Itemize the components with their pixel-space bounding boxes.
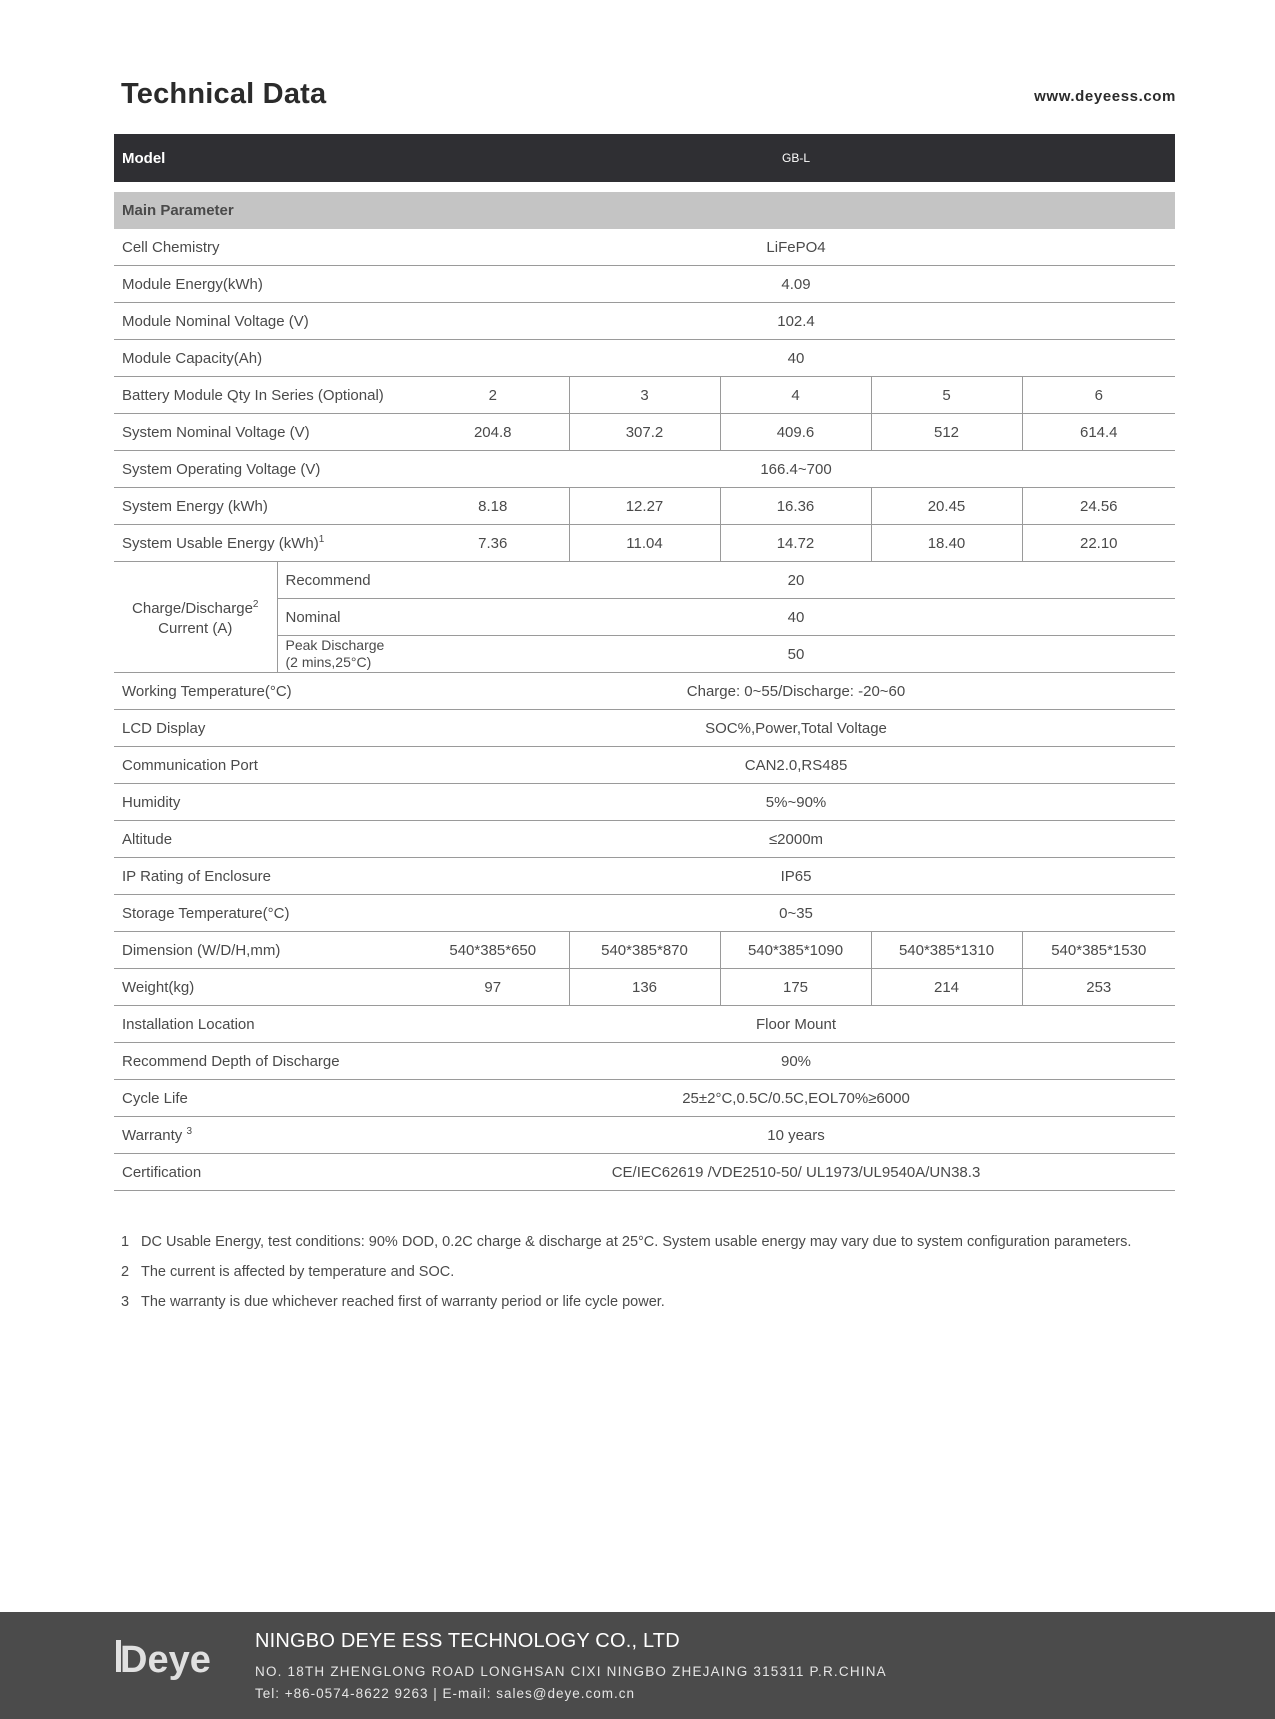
row-value: SOC%,Power,Total Voltage xyxy=(417,710,1175,747)
cell-value: 307.2 xyxy=(569,414,720,451)
cell-value: 512 xyxy=(871,414,1022,451)
table-row xyxy=(114,229,1175,266)
table-row xyxy=(114,747,1175,784)
cell-value: 214 xyxy=(871,969,1022,1006)
row-label: Recommend Depth of Discharge xyxy=(114,1043,417,1080)
sub-label: Recommend xyxy=(277,562,417,599)
row-label: Altitude xyxy=(114,821,417,858)
row-value: 40 xyxy=(417,340,1175,377)
footnote-marker: 3 xyxy=(186,1126,193,1137)
row-label: Module Energy(kWh) xyxy=(114,266,417,303)
sub-label: Nominal xyxy=(277,599,417,636)
row-label: System Operating Voltage (V) xyxy=(114,451,417,488)
cell-value: 204.8 xyxy=(417,414,569,451)
footnote xyxy=(121,1262,1131,1292)
row-label: Weight(kg) xyxy=(114,969,417,1006)
company-address: NO. 18TH ZHENGLONG ROAD LONGHSAN CIXI NINGBO ZHEJAING 315311 P.R.CHINA xyxy=(255,1664,887,1679)
sub-label-line: Peak Discharge xyxy=(285,637,385,653)
row-label: Cycle Life xyxy=(114,1080,417,1117)
table-row xyxy=(114,451,1175,488)
row-label: Storage Temperature(°C) xyxy=(114,895,417,932)
cell-value: 5 xyxy=(871,377,1022,414)
row-label: LCD Display xyxy=(114,710,417,747)
cell-value: 97 xyxy=(417,969,569,1006)
table-row xyxy=(114,969,1175,1006)
row-label: Warranty xyxy=(122,1127,183,1144)
cell-value: 12.27 xyxy=(569,488,720,525)
row-label: Humidity xyxy=(114,784,417,821)
row-value: Floor Mount xyxy=(417,1006,1175,1043)
table-row xyxy=(114,303,1175,340)
table-row xyxy=(114,340,1175,377)
row-value: 10 years xyxy=(417,1117,1175,1154)
cell-value: 20.45 xyxy=(871,488,1022,525)
table-row xyxy=(114,414,1175,451)
row-value: 90% xyxy=(417,1043,1175,1080)
table-row xyxy=(114,1080,1175,1117)
sub-label xyxy=(277,636,417,673)
row-label: System Energy (kWh) xyxy=(114,488,417,525)
cell-value: 22.10 xyxy=(1022,525,1175,562)
website-link[interactable]: www.deyeess.com xyxy=(1034,88,1176,105)
row-value: LiFePO4 xyxy=(417,229,1175,266)
cell-value: 16.36 xyxy=(720,488,871,525)
table-row xyxy=(114,1043,1175,1080)
row-label: System Nominal Voltage (V) xyxy=(114,414,417,451)
table-row xyxy=(114,858,1175,895)
table-row xyxy=(114,784,1175,821)
row-value: 5%~90% xyxy=(417,784,1175,821)
row-label: IP Rating of Enclosure xyxy=(114,858,417,895)
cell-value: 24.56 xyxy=(1022,488,1175,525)
logo-text: Deye xyxy=(120,1639,211,1680)
footnote xyxy=(121,1232,1131,1262)
row-value: 102.4 xyxy=(417,303,1175,340)
footnotes xyxy=(121,1232,1131,1322)
row-value: 4.09 xyxy=(417,266,1175,303)
row-value: ≤2000m xyxy=(417,821,1175,858)
table-row xyxy=(114,895,1175,932)
cell-value: 540*385*650 xyxy=(417,932,569,969)
footnote-marker: 2 xyxy=(252,599,259,610)
row-value: 50 xyxy=(417,636,1175,673)
page-title: Technical Data xyxy=(121,78,327,110)
table-row xyxy=(114,488,1175,525)
row-label: Module Capacity(Ah) xyxy=(114,340,417,377)
footnote-text: DC Usable Energy, test conditions: 90% DOD, 0.2C charge & discharge at 25°C. System usable energy may vary due to system configuration parameters. xyxy=(141,1234,1132,1250)
table-row xyxy=(114,1006,1175,1043)
cell-value: 18.40 xyxy=(871,525,1022,562)
row-value: 166.4~700 xyxy=(417,451,1175,488)
table-row xyxy=(114,1154,1175,1191)
row-label: Charge/Discharge xyxy=(132,600,253,617)
cell-value: 540*385*870 xyxy=(569,932,720,969)
row-value: 0~35 xyxy=(417,895,1175,932)
footnote-number: 3 xyxy=(121,1294,130,1310)
footnote-number: 2 xyxy=(121,1264,130,1280)
row-label: Dimension (W/D/H,mm) xyxy=(114,932,417,969)
row-label: Installation Location xyxy=(114,1006,417,1043)
row-value: 25±2°C,0.5C/0.5C,EOL70%≥6000 xyxy=(417,1080,1175,1117)
table-row xyxy=(114,266,1175,303)
cell-value: 540*385*1310 xyxy=(871,932,1022,969)
cell-value: 6 xyxy=(1022,377,1175,414)
model-row xyxy=(114,134,1175,182)
table-row xyxy=(114,562,1175,599)
cell-value: 136 xyxy=(569,969,720,1006)
table-row xyxy=(114,710,1175,747)
page-footer xyxy=(0,1612,1275,1719)
cell-value: 409.6 xyxy=(720,414,871,451)
table-row xyxy=(114,1117,1175,1154)
technical-data-table xyxy=(114,134,1175,1191)
cell-value: 3 xyxy=(569,377,720,414)
row-label: Cell Chemistry xyxy=(114,229,417,266)
row-value: 40 xyxy=(417,599,1175,636)
footnote-number: 1 xyxy=(121,1234,130,1250)
cell-value: 8.18 xyxy=(417,488,569,525)
model-value: GB-L xyxy=(417,134,1175,182)
row-label: Certification xyxy=(114,1154,417,1191)
cell-value: 253 xyxy=(1022,969,1175,1006)
row-value: 20 xyxy=(417,562,1175,599)
row-label: System Usable Energy (kWh) xyxy=(122,535,319,552)
footnote-text: The current is affected by temperature and SOC. xyxy=(141,1264,455,1280)
row-label: Current (A) xyxy=(158,620,233,637)
cell-value: 14.72 xyxy=(720,525,871,562)
cell-value: 11.04 xyxy=(569,525,720,562)
row-value: CE/IEC62619 /VDE2510-50/ UL1973/UL9540A/UN38.3 xyxy=(417,1154,1175,1191)
cell-value: 7.36 xyxy=(417,525,569,562)
row-value: IP65 xyxy=(417,858,1175,895)
cell-value: 614.4 xyxy=(1022,414,1175,451)
row-value: Charge: 0~55/Discharge: -20~60 xyxy=(417,673,1175,710)
charge-discharge-label xyxy=(114,562,277,673)
cell-value: 2 xyxy=(417,377,569,414)
table-row xyxy=(114,525,1175,562)
row-value: CAN2.0,RS485 xyxy=(417,747,1175,784)
table-row xyxy=(114,821,1175,858)
section-title: Main Parameter xyxy=(114,192,1175,229)
row-label: Battery Module Qty In Series (Optional) xyxy=(114,377,417,414)
table-row xyxy=(114,377,1175,414)
row-label: Working Temperature(°C) xyxy=(114,673,417,710)
row-label: Communication Port xyxy=(114,747,417,784)
cell-value: 540*385*1090 xyxy=(720,932,871,969)
footnote xyxy=(121,1292,1131,1322)
row-label: Module Nominal Voltage (V) xyxy=(114,303,417,340)
footnote-marker: 1 xyxy=(318,534,325,545)
company-name: NINGBO DEYE ESS TECHNOLOGY CO., LTD xyxy=(255,1630,680,1652)
row-label-with-footnote xyxy=(114,525,417,562)
table-row xyxy=(114,932,1175,969)
company-contact: Tel: +86-0574-8622 9263 | E-mail: sales@deye.com.cn xyxy=(255,1686,636,1701)
sub-label-line: (2 mins,25°C) xyxy=(285,654,372,670)
footnote-text: The warranty is due whichever reached first of warranty period or life cycle power. xyxy=(141,1294,665,1310)
model-label: Model xyxy=(114,134,417,182)
cell-value: 4 xyxy=(720,377,871,414)
table-row xyxy=(114,673,1175,710)
deye-logo xyxy=(114,1634,224,1680)
section-header xyxy=(114,192,1175,229)
row-label-with-footnote xyxy=(114,1117,417,1154)
cell-value: 175 xyxy=(720,969,871,1006)
cell-value: 540*385*1530 xyxy=(1022,932,1175,969)
